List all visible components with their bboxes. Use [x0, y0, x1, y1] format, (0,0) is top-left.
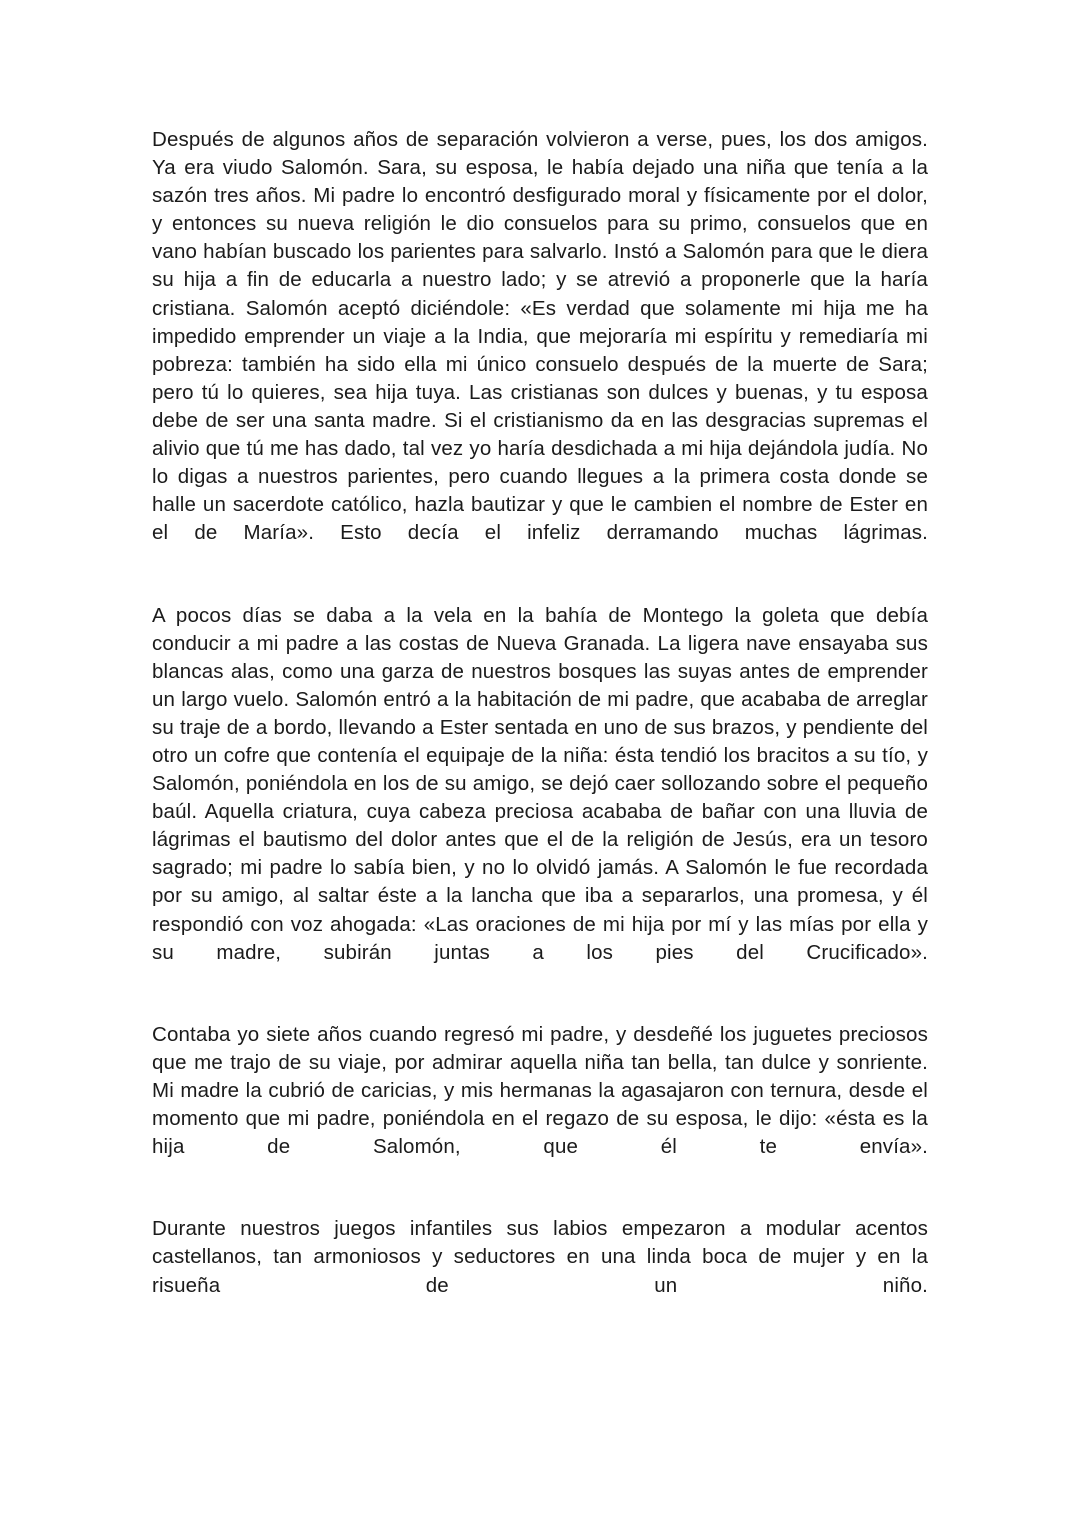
paragraph-1: Después de algunos años de separación volvieron a verse, pues, los dos amigos. Ya era viudo Salomón. Sara, su esposa, le había dejado una niña que tenía a la sazón tres años. Mi padre lo encontró desfigurado moral y físicamente por el dolor, y entonces su nueva religión le dio consuelos para su primo, consuelos que en vano habían buscado los parientes para salvarlo. Instó a Salomón para que le diera su hija a fin de educarla a nuestro lado; y se atrevió a proponerle que la haría cristiana. Salomón aceptó diciéndole: «Es verdad que solamente mi hija me ha impedido emprender un viaje a la India, que mejoraría mi espíritu y remediaría mi pobreza: también ha sido ella mi único consuelo después de la muerte de Sara; pero tú lo quieres, sea hija tuya. Las cristianas son dulces y buenas, y tu esposa debe de ser una santa madre. Si el cristianismo da en las desgracias supremas el alivio que tú me has dado, tal vez yo haría desdichada a mi hija dejándola judía. No lo digas a nuestros parientes, pero cuando llegues a la primera costa donde se halle un sacerdote católico, hazla bautizar y que le cambien el nombre de Ester en el de María». Esto decía el infeliz derramando muchas lágrimas. — [152, 128, 928, 545]
paragraph-3: Contaba yo siete años cuando regresó mi padre, y desdeñé los juguetes preciosos que me trajo de su viaje, por admirar aquella niña tan bella, tan dulce y sonriente. Mi madre la cubrió de caricias, y mis hermanas la agasajaron con ternura, desde el momento que mi padre, poniéndola en el regazo de su esposa, le dijo: «ésta es la hija de Salomón, que él te envía». — [152, 1022, 928, 1159]
paragraph-2: A pocos días se daba a la vela en la bahía de Montego la goleta que debía conducir a mi padre a las costas de Nueva Granada. La ligera nave ensayaba sus blancas alas, como una garza de nuestros bosques las suyas antes de emprender un largo vuelo. Salomón entró a la habitación de mi padre, que acababa de arreglar su traje de a bordo, llevando a Ester sentada en uno de sus brazos, y pendiente del otro un cofre que contenía el equipaje de la niña: ésta tendió los bracitos a su tío, y Salomón, poniéndola en los de su amigo, se dejó caer sollozando sobre el pequeño baúl. Aquella criatura, cuya cabeza preciosa acababa de bañar con una lluvia de lágrimas el bautismo del dolor antes que el de la religión de Jesús, era un tesoro sagrado; mi padre lo sabía bien, y no lo olvidó jamás. A Salomón le fue recordada por su amigo, al saltar éste a la lancha que iba a separarlos, una promesa, y él respondió con voz ahogada: «Las oraciones de mi hija por mí y las mías por ella y su madre, subirán juntas a los pies del Crucificado». — [152, 603, 928, 964]
document-text-body — [152, 126, 928, 1328]
paragraph-4: Durante nuestros juegos infantiles sus labios empezaron a modular acentos castellanos, tan armoniosos y seductores en una linda boca de mujer y en la risueña de un niño. — [152, 1217, 928, 1297]
